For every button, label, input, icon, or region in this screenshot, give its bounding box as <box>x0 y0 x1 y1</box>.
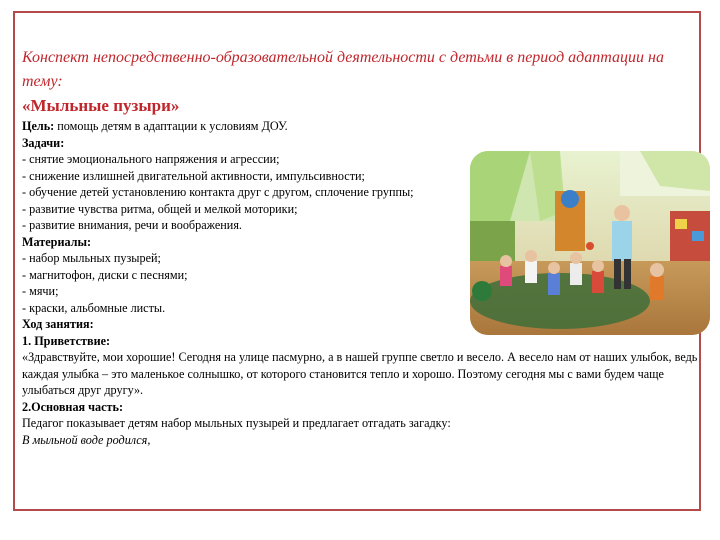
document-body <box>22 118 698 448</box>
material-item: - краски, альбомные листы. <box>22 300 166 315</box>
task-item: - обучение детей установлению контакта друг с другом, сплочение группы; <box>22 185 414 199</box>
greeting-label: 1. Приветствие: <box>22 333 111 348</box>
materials-label: Материалы: <box>22 234 92 249</box>
main-part-label: 2.Основная часть: <box>22 399 124 414</box>
riddle-line: В мыльной воде родился, <box>22 432 151 447</box>
task-item: - снятие эмоционального напряжения и агрессии; <box>22 152 280 166</box>
page-title: «Мыльные пузыри» <box>22 96 180 115</box>
greeting-text: «Здравствуйте, мои хорошие! Сегодня на улице пасмурно, а в нашей группе светло и весело. А весело нам от наших улыбок, ведь каждая улыбка – это маленькое солнышко, от которого становится тепло и хорошо. Поэтому сегодня мы с вами будем чаще улыбаться друг другу». <box>22 350 698 397</box>
task-item: - развитие чувства ритма, общей и мелкой моторики; <box>22 201 298 216</box>
material-item: - магнитофон, диски с песнями; <box>22 267 188 282</box>
tasks-label: Задачи: <box>22 135 65 150</box>
goal-line <box>22 118 698 135</box>
material-item: - набор мыльных пузырей; <box>22 251 161 265</box>
goal-text: помощь детям в адаптации к условиям ДОУ. <box>54 119 288 133</box>
task-item: - снижение излишней двигательной активности, импульсивности; <box>22 168 365 183</box>
main-part-text: Педагог показывает детям набор мыльных пузырей и предлагает отгадать загадку: <box>22 416 451 430</box>
intro-heading: Конспект непосредственно-образовательной деятельности с детьми в период адаптации на тему: <box>22 49 664 90</box>
material-item: - мячи; <box>22 284 59 298</box>
lesson-label: Ход занятия: <box>22 317 94 331</box>
task-item: - развитие внимания, речи и воображения. <box>22 218 242 232</box>
goal-label: Цель: <box>22 119 55 133</box>
